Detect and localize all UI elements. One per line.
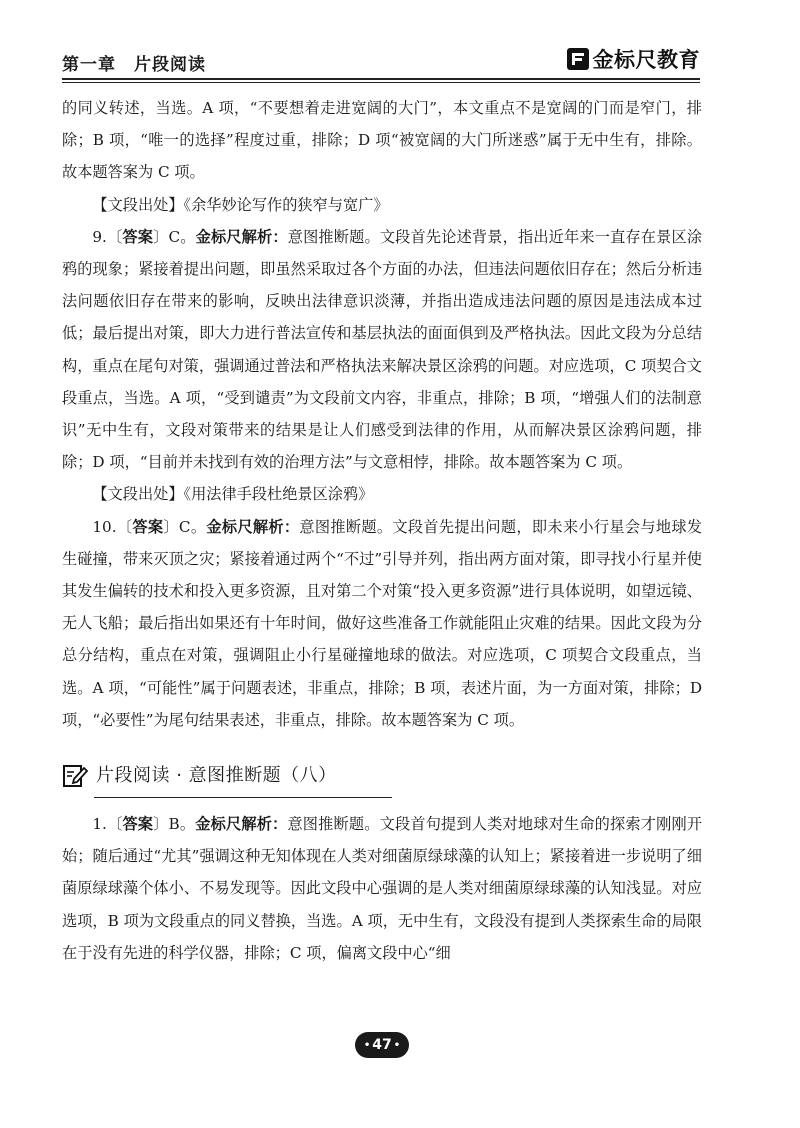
page-number: 47: [372, 1037, 392, 1053]
answer-label: 答案: [122, 815, 154, 834]
page-body: [62, 92, 702, 969]
dot-icon: •: [393, 1039, 401, 1051]
answer-paragraph-9: 9.〔答案〕C。金标尺解析：意图推断题。文段首先论述背景，指出近年来一直存在景区涂鸦的现象；紧接着提出问题，即虽然采取过各个方面的办法，但违法问题依旧存在；然后分析违法问题依旧存在带来的影响，反映出法律意识淡薄，并指出造成违法问题的原因是违法成本过低；最后提出对策，即大力进行普法宣传和基层执法的面面俱到及严格执法。因此文段为分总结构，重点在尾句对策，强调通过普法和严格执法来解决景区涂鸦的问题。对应选项，C 项契合文段重点，当选。A 项，“受到谴责”为文段前文内容，非重点，排除；B 项，“增强人们的法制意识”无中生有，文段对策带来的结果是让人们感受到法律的作用，从而解决景区涂鸦问题，排除；D 项，“目前并未找到有效的治理方法”与文意相悖，排除。故本题答案为 C 项。: [62, 227, 703, 472]
dot-icon: •: [363, 1039, 371, 1051]
pen-icon: [62, 763, 88, 789]
paragraph-continuation: 的同义转述，当选。A 项，“不要想着走进宽阔的大门”，本文重点不是宽阔的门而是窄门，排除；B 项，“唯一的选择”程度过重，排除；D 项“被宽阔的大门所迷惑”属于无中生有，排除。故本题答案为 C 项。: [62, 99, 702, 182]
answer-paragraph-10: 10.〔答案〕C。金标尺解析：意图推断题。文段首先提出问题，即未来小行星会与地球发生碰撞，带来灭顶之灾；紧接着通过两个“不过”引导并列，指出两方面对策，即寻找小行星并使其发生偏转的技术和投入更多资源，且对第二个对策“投入更多资源”进行具体说明，如望远镜、无人飞船；最后指出如果还有十年时间，做好这些准备工作就能阻止灾难的结果。因此文段为分总分结构，重点在对策，强调阻止小行星碰撞地球的做法。对应选项，C 项契合文段重点，当选。A 项，“可能性”属于问题表述，非重点，排除；B 项，表述片面，为一方面对策，排除；D 项，“必要性”为尾句结果表述，非重点，排除。故本题答案为 C 项。: [62, 517, 703, 729]
analysis-text: 意图推断题。文段首先论述背景，指出近年来一直存在景区涂鸦的现象；紧接着提出问题，即虽然采取过各个方面的办法，但违法问题依旧存在；然后分析违法问题依旧存在带来的影响，反映出法律意识淡薄，并指出造成违法问题的原因是违法成本过低；最后提出对策，即大力进行普法宣传和基层执法的面面俱到及严格执法。因此文段为分总结构，重点在尾句对策，强调通过普法和严格执法来解决景区涂鸦的问题。对应选项，C 项契合文段重点，当选。A 项，“受到谴责”为文段前文内容，非重点，排除；B 项，“增强人们的法制意识”无中生有，文段对策带来的结果是让人们感受到法律的作用，从而解决景区涂鸦问题，排除；D 项，“目前并未找到有效的治理方法”与文意相悖，排除。故本题答案为 C 项。: [62, 227, 703, 472]
page-header: [62, 42, 700, 78]
section-rule: [94, 797, 392, 798]
analysis-label: 金标尺解析：: [195, 815, 288, 834]
analysis-label: 金标尺解析：: [195, 227, 288, 246]
header-rule-thin: [62, 82, 700, 83]
section-title: 片段阅读 · 意图推断题（八）: [96, 764, 337, 786]
question-number: 10.: [92, 517, 117, 536]
question-number: 1.: [92, 815, 107, 834]
answer-letter: C。: [168, 227, 196, 246]
answer-label: 答案: [132, 517, 164, 536]
answer-letter: C。: [178, 517, 207, 536]
answer-paragraph-1: 1.〔答案〕B。金标尺解析：意图推断题。文段首句提到人类对地球对生命的探索才刚刚开始；随后通过“尤其”强调这种无知体现在人类对细菌原绿球藻的认知上；紧接着进一步说明了细菌原绿球藻个体小、不易发现等。因此文段中心强调的是人类对细菌原绿球藻的认知浅显。对应选项，B 项为文段重点的同义替换，当选。A 项，无中生有，文段没有提到人类探索生命的局限在于没有先进的科学仪器，排除；C 项，偏离文段中心“细: [62, 815, 703, 962]
analysis-text: 意图推断题。文段首先提出问题，即未来小行星会与地球发生碰撞，带来灭顶之灾；紧接着通过两个“不过”引导并列，指出两方面对策，即寻找小行星并使其发生偏转的技术和投入更多资源，且对第二个对策“投入更多资源”进行具体说明，如望远镜、无人飞船；最后指出如果还有十年时间，做好这些准备工作就能阻止灾难的结果。因此文段为分总分结构，重点在对策，强调阻止小行星碰撞地球的做法。对应选项，C 项契合文段重点，当选。A 项，“可能性”属于问题表述，非重点，排除；B 项，表述片面，为一方面对策，排除；D 项，“必要性”为尾句结果表述，非重点，排除。故本题答案为 C 项。: [62, 517, 703, 729]
question-number: 9.: [92, 227, 107, 246]
header-rule: [62, 78, 700, 80]
answer-label: 答案: [122, 227, 154, 246]
brand-logo: [566, 44, 701, 74]
chapter-title: 第一章 片段阅读: [62, 55, 206, 75]
logo-icon: [566, 47, 590, 71]
page-number-badge: [355, 1032, 409, 1058]
source-note: 【文段出处】《余华妙论写作的狭窄与宽广》: [92, 195, 389, 214]
source-note: 【文段出处】《用法律手段杜绝景区涂鸦》: [92, 485, 374, 504]
analysis-label: 金标尺解析：: [206, 517, 300, 536]
brand-name: 金标尺教育: [592, 48, 700, 72]
analysis-text: 意图推断题。文段首句提到人类对地球对生命的探索才刚刚开始；随后通过“尤其”强调这种无知体现在人类对细菌原绿球藻的认知上；紧接着进一步说明了细菌原绿球藻个体小、不易发现等。因此文段中心强调的是人类对细菌原绿球藻的认知浅显。对应选项，B 项为文段重点的同义替换，当选。A 项，无中生有，文段没有提到人类探索生命的局限在于没有先进的科学仪器，排除；C 项，偏离文段中心“细: [62, 815, 703, 962]
section-heading: [62, 758, 392, 794]
answer-letter: B。: [168, 815, 196, 834]
